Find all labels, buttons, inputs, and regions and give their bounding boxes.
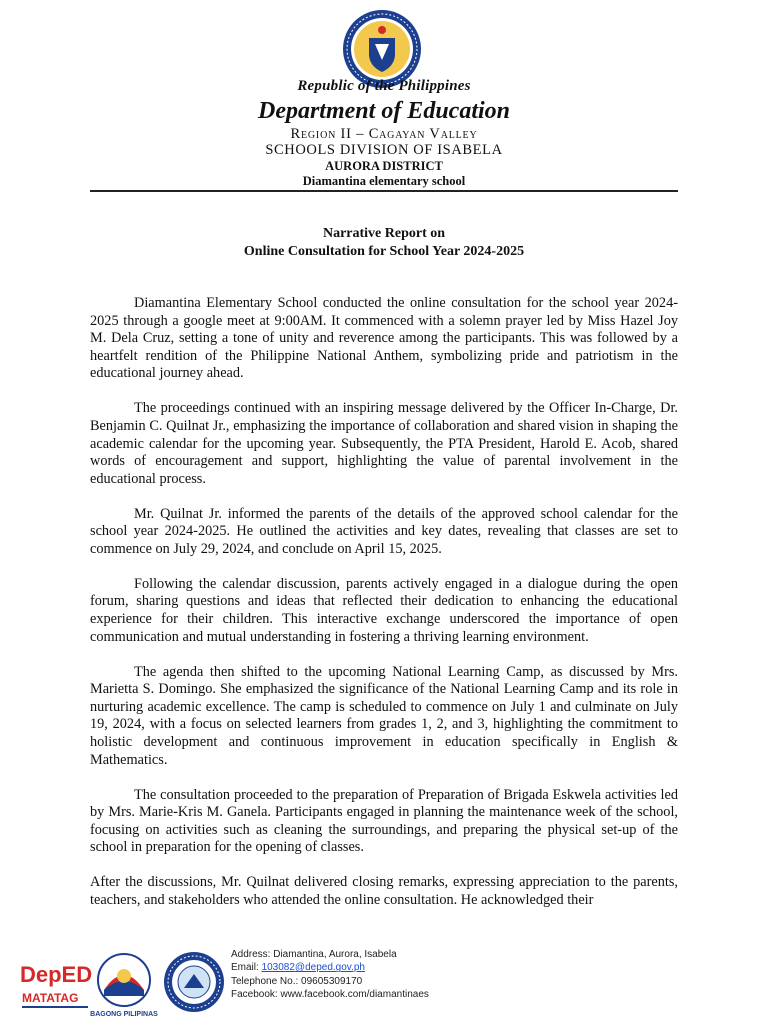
footer-contact: [231, 948, 429, 1002]
paragraph: The consultation proceeded to the preparation of Preparation of Brigada Eskwela activities led by Mrs. Marie-Kris M. Ganela. Participants engaged in planning the maintenance week of the school, focusing on activities such as cleaning the surroundings, and preparing the physical set-up of the school in preparation for the opening of classes.: [90, 786, 678, 856]
division-line: SCHOOLS DIVISION OF ISABELA: [265, 142, 503, 158]
paragraph: Mr. Quilnat Jr. informed the parents of the details of the approved school calendar for the school year 2024-2025. He outlined the activities and key dates, revealing that classes are set to commence on July 29, 2024, and conclude on April 15, 2025.: [90, 505, 678, 557]
report-body: [90, 295, 678, 927]
bagong-pilipinas-text: BAGONG PILIPINAS: [90, 1011, 158, 1018]
footer-facebook: Facebook: www.facebook.com/diamantinaes: [231, 989, 429, 1001]
paragraph: The agenda then shifted to the upcoming National Learning Camp, as discussed by Mrs. Marietta S. Domingo. She emphasized the significance of the National Learning Camp and its role in nurturing academic excellence. The camp is scheduled to commence on July 1 and culminate on July 19, 2024, with a focus on selected learners from grades 1, 2, and 3, highlighting the commitment to holistic development and continuous improvement in education specifically in English & Mathematics.: [90, 663, 678, 768]
email-link[interactable]: 103082@deped.gov.ph: [261, 962, 365, 974]
paragraph: After the discussions, Mr. Quilnat delivered closing remarks, expressing appreciation to the parents, teachers, and stakeholders who attended the online consultation. He acknowledged their: [90, 874, 678, 908]
header-divider: [90, 190, 678, 192]
matatag-logo-text: MATATAG: [22, 991, 79, 1005]
report-title-line1: Narrative Report on: [322, 226, 446, 241]
paragraph: Following the calendar discussion, parents actively engaged in a dialogue during the open forum, sharing questions and ideas that reflected their dedication to enhancing the educational experience for their children. This interactive exchange underscored the importance of open communication and mutual understanding in fostering a thriving learning environment.: [90, 575, 678, 645]
deped-logo-text: DepED: [20, 962, 93, 987]
deped-matatag-logo: [20, 962, 92, 1008]
paragraph: Diamantina Elementary School conducted the online consultation for the school year 2024-2025 through a google meet at 9:00AM. It commenced with a solemn prayer led by Miss Hazel Joy M. Dela Cruz, setting a tone of unity and reverence among the participants. This was followed by a heartfelt rendition of the Philippine National Anthem, symbolizing pride and patriotism in the educational journey ahead.: [90, 295, 678, 382]
school-line: Diamantina elementary school: [302, 174, 466, 188]
report-title-line2: Online Consultation for School Year 2024-2025: [243, 244, 525, 259]
email-label: Email:: [231, 962, 262, 974]
bagong-pilipinas-logo: [90, 954, 158, 1018]
paragraph: The proceedings continued with an inspiring message delivered by the Officer In-Charge, Dr. Benjamin C. Quilnat Jr., emphasizing the importance of collaboration and shared vision in shaping the academic calendar for the upcoming year. Subsequently, the PTA President, Harold E. Acob, shared words of encouragement and support, highlighting the value of parental involvement in the educational process.: [90, 400, 678, 487]
footer-logos: [18, 950, 228, 1020]
region-line: Region II – Cagayan Valley: [290, 126, 478, 142]
department-line: Department of Education: [257, 98, 510, 124]
footer-email-line: [231, 961, 429, 974]
footer-telephone: Telephone No.: 09605309170: [231, 975, 363, 987]
district-line: AURORA DISTRICT: [325, 159, 443, 173]
school-seal-icon: [164, 952, 224, 1012]
republic-line: Republic of the Philippines: [297, 78, 471, 94]
footer-address: Address: Diamantina, Aurora, Isabela: [231, 949, 397, 960]
